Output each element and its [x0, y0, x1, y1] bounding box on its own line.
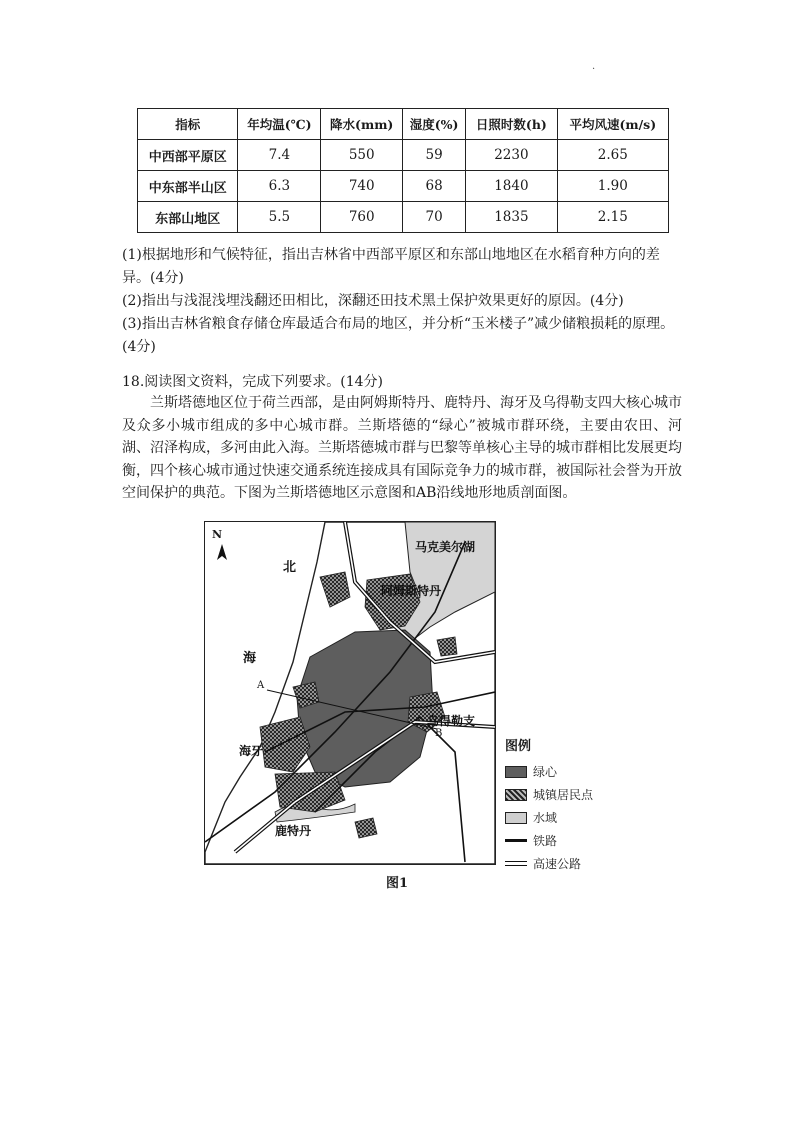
table-cell: 2.65 — [557, 140, 668, 171]
map-drawing — [205, 522, 495, 864]
map-legend — [505, 735, 615, 875]
legend-item — [505, 783, 615, 806]
table-cell: 1835 — [466, 202, 557, 233]
ijsselmeer-label: 马克美尔湖 — [415, 540, 476, 554]
table-row — [138, 140, 669, 171]
header-cell: 年均温(℃) — [238, 109, 321, 140]
railway-swatch — [505, 839, 527, 842]
question-2: (2)指出与浅混浅埋浅翻还田相比，深翻还田技术黑土保护效果更好的原因。(4分) — [122, 293, 624, 309]
region-cell: 东部山地区 — [138, 202, 238, 233]
table-cell: 5.5 — [238, 202, 321, 233]
legend-label: 铁路 — [533, 834, 558, 848]
amsterdam-label: 阿姆斯特丹 — [381, 584, 442, 598]
legend-label: 城镇居民点 — [533, 788, 594, 802]
table-cell: 70 — [403, 202, 466, 233]
table-cell: 740 — [321, 171, 403, 202]
table-cell: 2230 — [466, 140, 557, 171]
table-cell: 2.15 — [557, 202, 668, 233]
small-town — [437, 637, 457, 656]
header-cell: 日照时数(h) — [466, 109, 557, 140]
point-b-label: B — [435, 728, 443, 739]
legend-title: 图例 — [505, 739, 532, 754]
legend-item — [505, 760, 615, 783]
table-cell: 7.4 — [238, 140, 321, 171]
north-sea-label-2: 海 — [243, 651, 257, 666]
table-cell: 1840 — [466, 171, 557, 202]
table-cell: 1.90 — [557, 171, 668, 202]
table-cell: 550 — [321, 140, 403, 171]
table-row — [138, 202, 669, 233]
question-3: (3)指出吉林省粮食存储仓库最适合布局的地区，并分析“玉米楼子”减少储粮损耗的原理。(4分) — [122, 316, 675, 355]
legend-label: 高速公路 — [533, 857, 582, 871]
table-header-row — [138, 109, 669, 140]
water-swatch — [505, 812, 527, 824]
randstad-map — [204, 521, 496, 865]
legend-item — [505, 806, 615, 829]
north-label: N — [212, 528, 223, 541]
green-heart-swatch — [505, 766, 527, 778]
region-cell: 中东部半山区 — [138, 171, 238, 202]
utrecht-label: 乌得勒支 — [427, 714, 476, 728]
legend-label: 绿心 — [533, 765, 558, 779]
question-1: (1)根据地形和气候特征，指出吉林省中西部平原区和东部山地地区在水稻育种方向的差异。(4分) — [122, 247, 660, 286]
north-sea-label-1: 北 — [283, 560, 297, 575]
question-18-paragraph: 兰斯塔德地区位于荷兰西部，是由阿姆斯特丹、鹿特丹、海牙及乌得勒支四大核心城市及众多小城市组成的多中心城市群。兰斯塔德的“绿心”被城市群环绕，主要由农田、河湖、沼泽构成，多河由此入海。兰斯塔德城市群与巴黎等单核心主导的城市群相比发展更均衡，四个核心城市通过快速交通系统连接成具有国际竞争力的城市群，被国际社会誉为开放空间保护的典范。下图为兰斯塔德地区示意图和AB沿线地形地质剖面图。 — [122, 395, 682, 501]
header-cell: 湿度(%) — [403, 109, 466, 140]
rotterdam-label: 鹿特丹 — [275, 824, 312, 838]
header-cell: 指标 — [138, 109, 238, 140]
stray-mark: · — [592, 64, 596, 75]
climate-table — [137, 108, 669, 233]
table-cell: 68 — [403, 171, 466, 202]
header-cell: 平均风速(m/s) — [557, 109, 668, 140]
hague-label: 海牙 — [239, 744, 264, 758]
table-cell: 760 — [321, 202, 403, 233]
region-cell: 中西部平原区 — [138, 140, 238, 171]
legend-item — [505, 829, 615, 852]
table-cell: 59 — [403, 140, 466, 171]
legend-item — [505, 852, 615, 875]
legend-label: 水域 — [533, 811, 558, 825]
north-arrow — [217, 544, 227, 560]
table-cell: 6.3 — [238, 171, 321, 202]
header-cell: 降水(mm) — [321, 109, 403, 140]
small-town — [355, 818, 377, 838]
question-18-heading: 18.阅读图文资料，完成下列要求。(14分) — [122, 374, 384, 390]
point-a-label: A — [257, 680, 265, 691]
urban-swatch — [505, 789, 527, 801]
figure-caption: 图1 — [386, 876, 409, 891]
table-row — [138, 171, 669, 202]
highway-swatch — [505, 861, 527, 866]
